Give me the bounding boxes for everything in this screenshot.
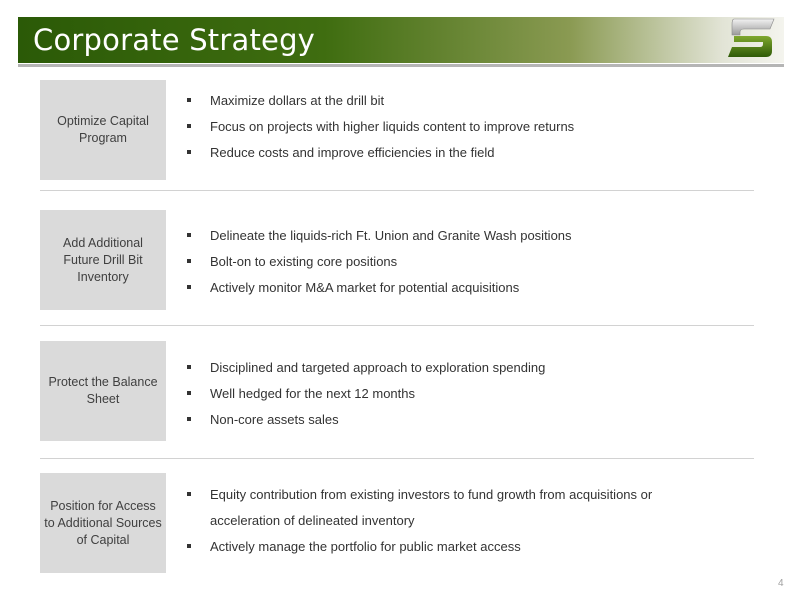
bullet-item <box>184 88 744 114</box>
square-bullet-icon <box>187 98 191 102</box>
bullet-text: Actively manage the portfolio for public market access <box>210 539 521 554</box>
section-divider <box>40 458 754 459</box>
bullet-list <box>184 223 744 301</box>
bullet-text: Delineate the liquids-rich Ft. Union and Granite Wash positions <box>210 228 572 243</box>
bullet-item <box>184 381 744 407</box>
bullet-text: Non-core assets sales <box>210 412 339 427</box>
square-bullet-icon <box>187 365 191 369</box>
square-bullet-icon <box>187 259 191 263</box>
bullet-item <box>184 140 744 166</box>
section-label-box <box>40 473 166 573</box>
page-number: 4 <box>778 578 784 589</box>
section-label: Add Additional Future Drill Bit Inventory <box>63 235 143 284</box>
bullet-item <box>184 223 744 249</box>
bullet-text: Disciplined and targeted approach to exploration spending <box>210 360 546 375</box>
section-divider <box>40 325 754 326</box>
bullet-text: Reduce costs and improve efficiencies in the field <box>210 145 495 160</box>
bullet-text: Equity contribution from existing investors to fund growth from acquisitions or acceleration of delineated inventory <box>210 487 653 528</box>
title-bar <box>18 17 784 63</box>
square-bullet-icon <box>187 544 191 548</box>
section-label-box <box>40 80 166 180</box>
bullet-item <box>184 534 684 560</box>
square-bullet-icon <box>187 391 191 395</box>
bullet-text: Focus on projects with higher liquids content to improve returns <box>210 119 575 134</box>
company-logo-icon <box>726 17 776 59</box>
bullet-item <box>184 407 744 433</box>
slide-title: Corporate Strategy <box>33 23 316 57</box>
bullet-list <box>184 482 684 560</box>
section-divider <box>40 190 754 191</box>
bullet-item <box>184 355 744 381</box>
bullet-text: Bolt-on to existing core positions <box>210 254 398 269</box>
section-label-box <box>40 341 166 441</box>
bullet-text: Well hedged for the next 12 months <box>210 386 415 401</box>
bullet-item <box>184 114 744 140</box>
square-bullet-icon <box>187 417 191 421</box>
section-label-box <box>40 210 166 310</box>
section-label: Protect the Balance Sheet <box>48 375 158 406</box>
square-bullet-icon <box>187 150 191 154</box>
section-label: Position for Access to Additional Sources of Capital <box>44 498 162 547</box>
section-label: Optimize Capital Program <box>57 114 149 145</box>
square-bullet-icon <box>187 492 191 496</box>
bullet-text: Actively monitor M&A market for potential acquisitions <box>210 280 520 295</box>
square-bullet-icon <box>187 233 191 237</box>
bullet-text: Maximize dollars at the drill bit <box>210 93 385 108</box>
square-bullet-icon <box>187 285 191 289</box>
bullet-item <box>184 249 744 275</box>
bullet-list <box>184 355 744 433</box>
bullet-list <box>184 88 744 166</box>
bullet-item <box>184 275 744 301</box>
title-underline <box>18 64 784 67</box>
square-bullet-icon <box>187 124 191 128</box>
bullet-item <box>184 482 684 534</box>
